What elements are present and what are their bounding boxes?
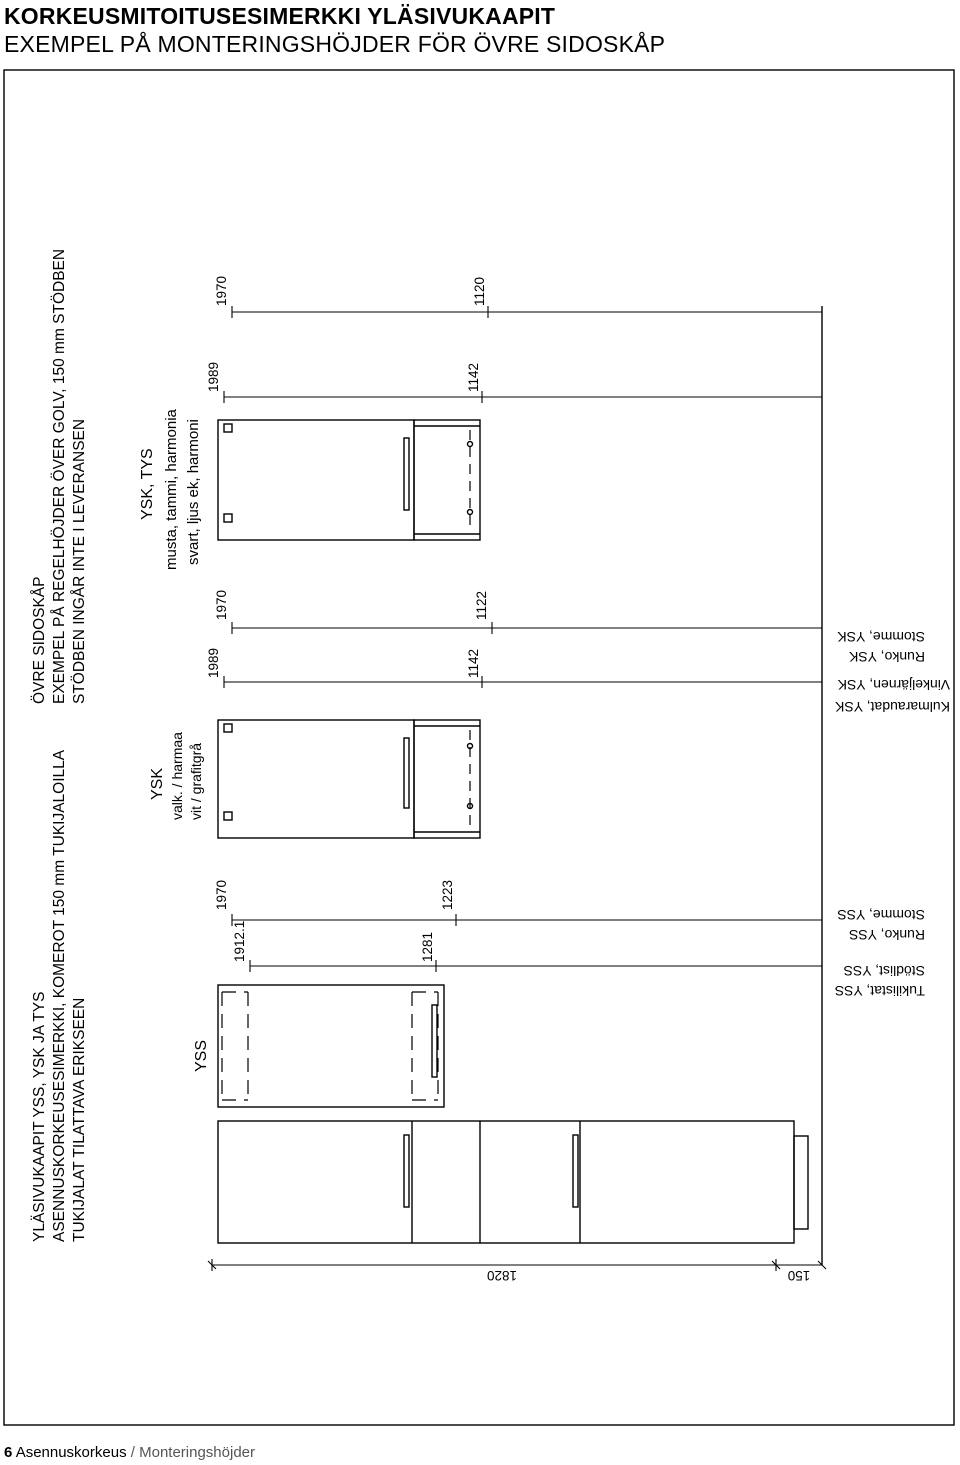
ysk-cabinet (218, 720, 480, 838)
dim-ysk-top-a: 1989 (206, 647, 221, 678)
part-ysk-1: Kulmaraudat, YSK (835, 699, 950, 715)
ysk-label: YSK (149, 767, 166, 800)
page-title: KORKEUSMITOITUSESIMERKKI YLÄSIVUKAAPIT (4, 3, 556, 29)
dim-yss-bottom: 1223 (440, 879, 455, 910)
ysk-color-fi: valk. / harmaa (169, 732, 185, 820)
tys-handle (404, 438, 409, 510)
footer-title-fi: Asennuskorkeus (15, 1444, 127, 1461)
ysk-handle (404, 738, 409, 808)
note-fi-line-3: TUKIJALAT TILATTAVA ERIKSEEN (71, 997, 88, 1242)
dim-ysk-bottom-b: 1122 (474, 590, 489, 620)
tys-color-sv: svart, ljus ek, harmoni (185, 419, 202, 565)
tall-cabinet-handle-1 (404, 1135, 409, 1207)
ysk-color-sv: vit / grafitgrå (188, 742, 204, 820)
yss-body (218, 985, 444, 1107)
tall-cabinet-body (218, 1121, 794, 1243)
part-ysk-3: Runko, YSK (848, 649, 925, 665)
part-yss-3: Runko, YSS (848, 927, 925, 943)
part-labels-ysk (834, 629, 950, 715)
tall-cabinet (218, 1121, 808, 1243)
dim-tys-bottom-b: 1120 (472, 276, 487, 306)
ysk-body (218, 720, 414, 838)
note-sv-line-2: EXEMPEL PÅ REGELHÖJDER ÖVER GOLV, 150 mm STÖDBEN (51, 248, 68, 704)
page-number: 6 (4, 1444, 13, 1461)
note-sv-line-1: ÖVRE SIDOSKÅP (31, 576, 48, 704)
part-labels-yss (835, 907, 925, 999)
dimension-values (206, 276, 810, 1283)
dim-tys-bottom-a: 1142 (466, 362, 481, 392)
note-fi-line-1: YLÄSIVUKAAPIT YSS, YSK JA TYS (31, 991, 48, 1242)
tys-body (218, 420, 414, 540)
footer-separator: / (130, 1444, 135, 1461)
tall-cabinet-handle-2 (573, 1135, 578, 1207)
notes-sv (30, 249, 88, 704)
dim-tys-top-a: 1989 (206, 361, 221, 392)
dim-total-height: 1820 (486, 1268, 518, 1283)
part-yss-2: Stödlist, YSS (843, 963, 925, 979)
yss-handle (432, 1005, 437, 1077)
tys-label: YSK, TYS (139, 448, 156, 520)
dim-plinth: 150 (787, 1268, 811, 1283)
dim-yss-top: 1970 (214, 879, 229, 910)
dim-ysk-top-b: 1970 (214, 589, 229, 620)
part-yss-1: Tukilistat, YSS (834, 983, 925, 999)
dim-ysk-bottom-a: 1142 (466, 648, 481, 678)
footer-title-sv: Monteringshöjder (139, 1444, 256, 1461)
page-subtitle: EXEMPEL PÅ MONTERINGSHÖJDER FÖR ÖVRE SIDOSKÅP (4, 31, 666, 57)
plinth-leg (794, 1136, 808, 1229)
yss-label: YSS (193, 1039, 210, 1072)
drawing-frame (4, 70, 954, 1425)
note-fi-line-2: ASENNUSKORKEUSESIMERKKI, KOMEROT 150 mm TUKIJALOILLA (51, 749, 68, 1242)
tys-cabinet (218, 420, 480, 540)
note-sv-line-3: STÖDBEN INGÅR INTE I LEVERANSEN (71, 418, 88, 704)
yss-cabinet (218, 985, 444, 1107)
dim-yss-upper: 1912.1 (232, 920, 247, 962)
page-footer (4, 1444, 255, 1461)
part-yss-4: Stomme, YSS (837, 907, 925, 923)
part-ysk-4: Stomme, YSK (837, 629, 925, 645)
dim-tys-top-b: 1970 (214, 275, 229, 306)
part-ysk-2: Vinkeljärnen, YSK (837, 677, 950, 693)
notes-fi (31, 749, 88, 1242)
dim-yss-lower: 1281 (420, 931, 435, 962)
dimension-lines (208, 306, 826, 1271)
tys-color-fi: musta, tammi, harmonia (163, 409, 180, 570)
